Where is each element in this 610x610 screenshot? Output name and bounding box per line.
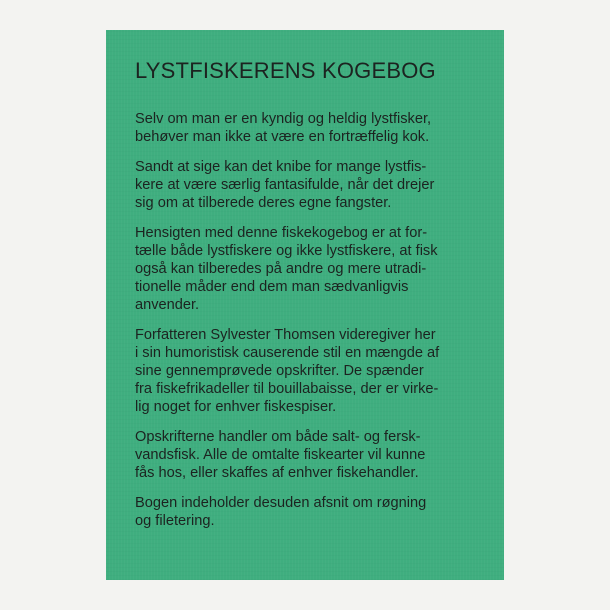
blurb-line: i sin humoristisk causerende stil en mængde af	[135, 345, 440, 361]
blurb-paragraph	[135, 326, 495, 416]
blurb-line: Forfatteren Sylvester Thomsen videregiver her	[135, 327, 436, 343]
blurb-line: Hensigten med denne fiskekogebog er at for-	[135, 225, 428, 241]
blurb-line: Bogen indeholder desuden afsnit om røgning	[135, 495, 427, 511]
blurb-line: sig om at tilberede deres egne fangster.	[135, 195, 392, 211]
blurb-line: også kan tilberedes på andre og mere utradi-	[135, 261, 427, 277]
blurb-line: Sandt at sige kan det knibe for mange lystfis-	[135, 159, 427, 175]
blurb-text	[135, 110, 495, 542]
blurb-line: Opskrifterne handler om både salt- og fersk-	[135, 429, 421, 445]
blurb-line: behøver man ikke at være en fortræffelig kok.	[135, 129, 430, 145]
blurb-paragraph	[135, 428, 495, 482]
book-title: LYSTFISKERENS KOGEBOG	[135, 58, 436, 83]
blurb-line: Selv om man er en kyndig og heldig lystfisker,	[135, 111, 432, 127]
blurb-line: anvender.	[135, 297, 200, 313]
blurb-line: tælle både lystfiskere og ikke lystfiskere, at fisk	[135, 243, 438, 259]
blurb-line: vandsfisk. Alle de omtalte fiskearter vil kunne	[135, 447, 426, 463]
blurb-paragraph	[135, 494, 495, 530]
blurb-paragraph	[135, 158, 495, 212]
blurb-line: tionelle måder end dem man sædvanligvis	[135, 279, 409, 295]
book-back-cover	[106, 30, 504, 580]
blurb-paragraph	[135, 224, 495, 314]
blurb-paragraph	[135, 110, 495, 146]
blurb-line: kere at være særlig fantasifulde, når det drejer	[135, 177, 435, 193]
blurb-line: lig noget for enhver fiskespiser.	[135, 399, 337, 415]
blurb-line: og filetering.	[135, 513, 215, 529]
blurb-line: sine gennemprøvede opskrifter. De spænder	[135, 363, 424, 379]
blurb-line: fra fiskefrikadeller til bouillabaisse, der er virke-	[135, 381, 439, 397]
blurb-line: fås hos, eller skaffes af enhver fiskehandler.	[135, 465, 419, 481]
